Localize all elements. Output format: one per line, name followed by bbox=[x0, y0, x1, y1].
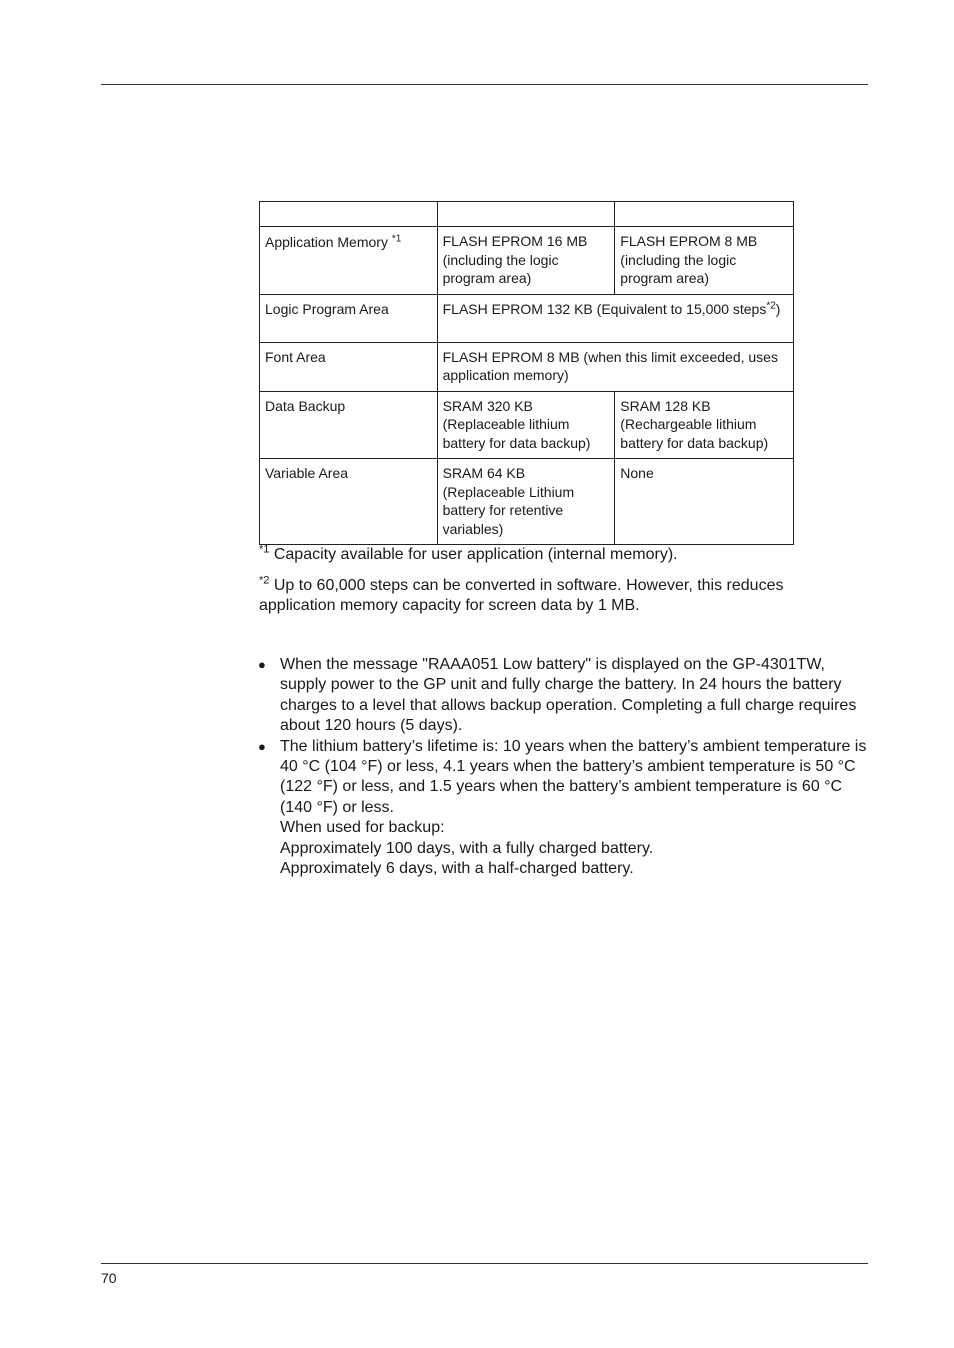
row-label-cell: Variable Area bbox=[260, 459, 438, 545]
backup-line: When used for backup: bbox=[280, 819, 445, 837]
bullet-icon: ● bbox=[258, 738, 266, 754]
footnote-text: Capacity available for user application (internal memory). bbox=[269, 546, 678, 563]
table-header-cell bbox=[260, 202, 438, 227]
row-label-cell: Font Area bbox=[260, 342, 438, 391]
row-label-cell bbox=[260, 227, 438, 295]
table-cell: SRAM 128 KB (Rechargeable lithium battery for data backup) bbox=[615, 391, 794, 459]
table-cell: FLASH EPROM 8 MB (including the logic program area) bbox=[615, 227, 794, 295]
battery-notes bbox=[258, 655, 868, 879]
table-row bbox=[260, 459, 794, 545]
cell-text: FLASH EPROM 132 KB (Equivalent to 15,000 steps bbox=[442, 300, 767, 317]
footnotes bbox=[259, 545, 859, 627]
row-label: Application Memory bbox=[265, 234, 392, 250]
table-header-cell bbox=[437, 202, 615, 227]
table-cell-merged: FLASH EPROM 8 MB (when this limit exceeded, uses application memory) bbox=[437, 342, 793, 391]
table-row bbox=[260, 342, 794, 391]
cell-text-tail: ) bbox=[775, 300, 781, 317]
table-header-cell bbox=[615, 202, 794, 227]
footnote-ref: *2 bbox=[766, 299, 776, 311]
list-item-text: When the message "RAAA051 Low battery" is displayed on the GP-4301TW, supply power to the GP unit and fully charge the battery. In 24 hours the battery charges to a level that allows backup operation. Completing a full charge requires about 120 hours (5 days). bbox=[280, 656, 857, 735]
header-rule bbox=[101, 84, 868, 85]
table-row bbox=[260, 294, 794, 342]
list-item bbox=[258, 655, 868, 737]
bullet-icon: ● bbox=[258, 657, 266, 672]
backup-line: Approximately 100 days, with a fully charged battery. bbox=[280, 839, 654, 857]
footnote-text: Up to 60,000 steps can be converted in software. However, this reduces application memory capacity for screen data by 1 MB. bbox=[259, 576, 784, 614]
footnote-1 bbox=[259, 545, 859, 566]
footnote-ref: *1 bbox=[391, 233, 402, 245]
footnote-mark: *2 bbox=[259, 574, 270, 587]
table-cell: SRAM 320 KB (Replaceable lithium battery for data backup) bbox=[437, 391, 615, 459]
footer-rule bbox=[101, 1263, 868, 1264]
memory-spec-table bbox=[259, 201, 794, 545]
footnote-2 bbox=[259, 576, 859, 617]
table-cell: FLASH EPROM 16 MB (including the logic program area) bbox=[437, 227, 615, 295]
table-row bbox=[260, 391, 794, 459]
page-number: 70 bbox=[101, 1270, 117, 1286]
list-item bbox=[258, 737, 868, 819]
backup-line: Approximately 6 days, with a half-charged battery. bbox=[280, 860, 634, 878]
row-label-cell: Logic Program Area bbox=[260, 294, 438, 342]
table-row bbox=[260, 227, 794, 295]
table-cell-merged bbox=[437, 294, 793, 342]
footnote-mark: *1 bbox=[259, 543, 270, 556]
list-item-text: The lithium battery’s lifetime is: 10 years when the battery’s ambient temperature is 40 °C (104 °F) or less, 4.1 years when the battery’s ambient temperature is 50 °C (122 °F) or less, and 1.5 years when the battery’s ambient temperature is 60 °C (140 °F) or less. bbox=[280, 737, 867, 816]
table-header-row bbox=[260, 202, 794, 227]
table-cell: None bbox=[615, 459, 794, 545]
row-label-cell: Data Backup bbox=[260, 391, 438, 459]
table-cell: SRAM 64 KB (Replaceable Lithium battery for retentive variables) bbox=[437, 459, 615, 545]
